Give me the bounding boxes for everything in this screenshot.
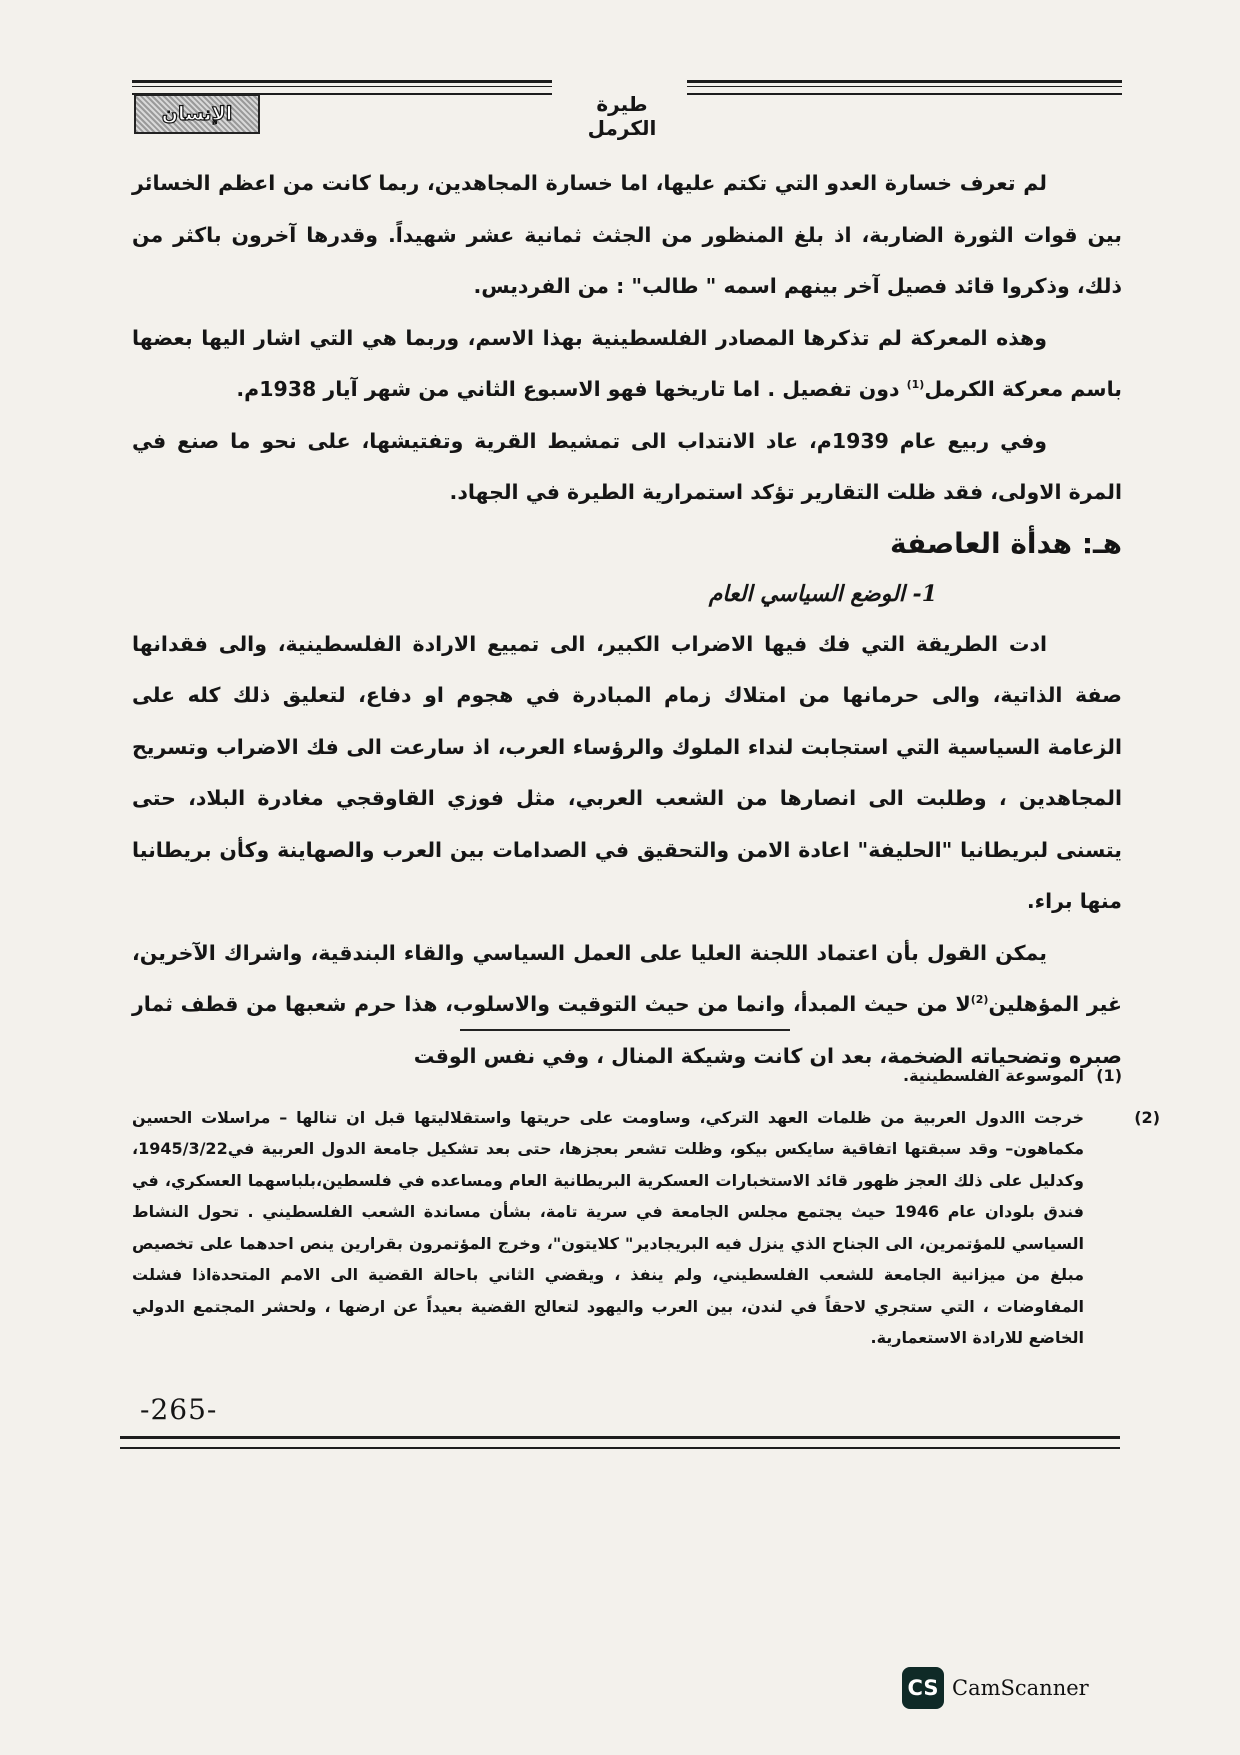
paragraph: ادت الطريقة التي فك فيها الاضراب الكبير، الى تمييع الارادة الفلسطينية، والى فقدانها صفة الذاتية، والى حرمانها من امتلاك زمام المبادرة في هجوم او دفاع، لتعليق ذلك كله على الزعامة السياسية التي استجابت لنداء الملوك والرؤساء العرب، اذ سارعت الى فك الاضراب وتسريح المجاهدين ، وطلبت الى انصارها من الشعب العربي، مثل فوزي القاوقجي مغادرة البلاد، حتى يتسنى لبريطانيا "الحليفة" اعادة الامن والتحقيق في الصدامات بين العرب والصهاينة وكأن بريطانيا منها براء. — [132, 631, 1122, 913]
footnote — [132, 1102, 1160, 1354]
header-rule-left — [132, 80, 552, 95]
camscanner-watermark — [902, 1667, 1089, 1709]
subsection-heading: 1- الوضع السياسي العام — [708, 580, 937, 607]
paragraph — [132, 313, 1122, 416]
header-badge — [134, 94, 260, 134]
paragraph: لم تعرف خسارة العدو التي تكتم عليها، اما خسارة المجاهدين، ربما كانت من اعظم الخسائر بين قوات الثورة الضاربة، اذ بلغ المنظور من الجثث ثمانية عشر شهيداً. وقدرها آخرون باكثر من ذلك، وذكروا قائد فصيل آخر بينهم اسمه " طالب" : من الفرديس. — [132, 171, 1122, 298]
footnote-separator — [460, 1029, 790, 1031]
footnote-ref: (1) — [906, 378, 925, 392]
section-heading: هـ: هدأة العاصفة — [889, 526, 1122, 560]
running-title: طيرة الكرمل — [587, 92, 657, 140]
bottom-rule — [120, 1436, 1120, 1449]
paragraph-text: يمكن القول بأن اعتماد اللجنة العليا على العمل السياسي والقاء البندقية، واشراك الآخرين، غير المؤهلين — [132, 940, 1123, 1016]
page-header — [132, 74, 1122, 140]
body-text — [132, 158, 1122, 1082]
paragraph: وفي ربيع عام 1939م، عاد الانتداب الى تمشيط القرية وتفتيشها، على نحو ما صنع في المرة الاولى، فقد ظلت التقارير تؤكد استمرارية الطيرة في الجهاد. — [132, 428, 1122, 504]
paragraph-text: لا من حيث المبدأ، وانما من حيث التوقيت والاسلوب، هذا حرم شعبها من قطف ثمار صبره وتضحياته الضخمة، بعد ان كانت وشيكة المنال ، وفي نفس الوقت — [132, 992, 1122, 1068]
page-number: -265- — [140, 1393, 218, 1426]
footnote-text: خرجت االدول العربية من ظلمات العهد التركي، وساومت على حريتها واستقلاليتها قبل ان تنالها – مراسلات الحسين مكماهون– وقد سبقتها اتفاقية سايكس بيكو، وظلت تشعر بعجزها، حتى بعد تشكيل جامعة الدول العربية في1945/3/22، وكدليل على ذلك العجز ظهور قائد الاستخبارات العسكرية البريطانية العام ومساعده في فلسطين،بلباسهما العسكري، في فندق بلودان عام 1946 حيث يجتمع مجلس الجامعة في سرية تامة، بشأن مساندة الشعب الفلسطيني . تحول النشاط السياسي للمؤتمرين، الى الجناح الذي ينزل فيه البريجادير" كلايتون"، وخرج المؤتمرون بقرارين ينص احدهما على تخصيص مبلغ من ميزانية الجامعة للشعب الفلسطيني، ولم ينفذ ، ويقضي الثاني باحالة القضية الى الامم المتحدةاذا فشلت المفاوضات ، التي ستجري لاحقاً في لندن، بين العرب واليهود لتعالج القضية بعيداً عن ارضها ، ولحشر المجتمع الدولي الخاضع للارادة الاستعمارية. — [132, 1107, 1085, 1347]
paragraph — [132, 928, 1122, 1083]
camscanner-logo-icon: CS — [902, 1667, 944, 1709]
footnote-text: الموسوعة الفلسطينية. — [903, 1066, 1084, 1085]
footnote-number: (1) — [1096, 1066, 1122, 1085]
footnote — [132, 1060, 1122, 1092]
paragraph-text: دون تفصيل . اما تاريخها فهو الاسبوع الثاني من شهر آيار 1938م. — [236, 377, 907, 401]
footnote-number: (2) — [1134, 1107, 1160, 1127]
header-badge-text: الإنسان — [161, 103, 233, 125]
paragraph-text: وهذه المعركة لم تذكرها المصادر الفلسطينية بهذا الاسم، وربما هي التي اشار اليها بعضها باسم معركة الكرمل — [132, 325, 1122, 401]
header-rule-right — [687, 80, 1122, 95]
footnotes — [132, 1060, 1160, 1354]
footnote-ref: (2) — [970, 993, 989, 1007]
camscanner-name: CamScanner — [952, 1676, 1089, 1700]
